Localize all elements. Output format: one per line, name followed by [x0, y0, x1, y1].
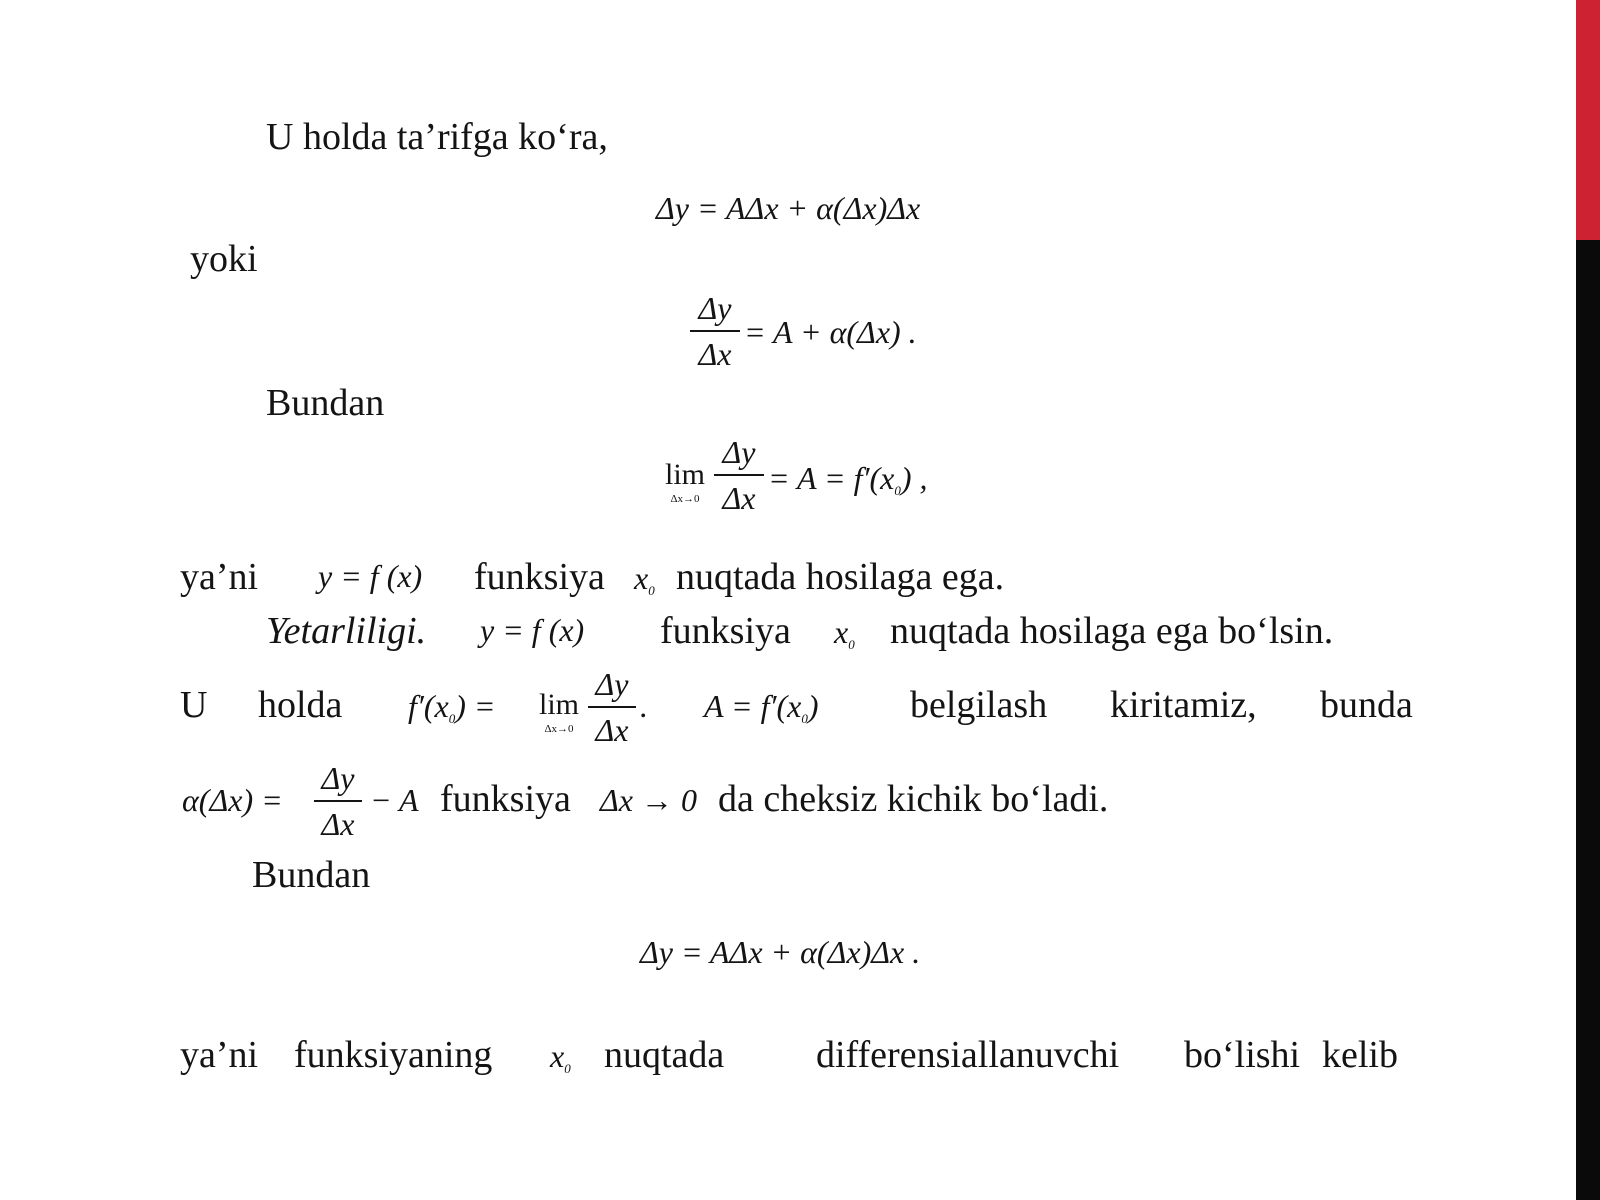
A-end: ) — [807, 688, 819, 724]
limit-operator-2 — [534, 690, 584, 735]
equation-1: Δy = AΔx + α(Δx)Δx — [656, 190, 921, 226]
fraction-numerator: Δy — [698, 290, 732, 326]
math-y-equals-fx: y = f (x) — [318, 558, 423, 594]
text-funksiya-1: funksiya — [474, 556, 605, 598]
math-y-equals-fx-2: y = f (x) — [480, 612, 585, 648]
fraction-denominator: Δx — [321, 806, 355, 842]
fprime-dot: . — [640, 688, 648, 724]
text-funksiya-3: funksiya — [440, 778, 571, 820]
x-sub: 0 — [648, 583, 655, 598]
math-x0-1 — [634, 562, 655, 597]
fraction-numerator: Δy — [595, 666, 629, 702]
alpha-fraction — [314, 762, 362, 840]
x-var: x — [834, 614, 849, 650]
fraction-denominator: Δx — [722, 480, 756, 516]
x-var: x — [634, 560, 649, 596]
math-x0-3 — [550, 1040, 571, 1075]
fraction-denominator: Δx — [595, 712, 629, 748]
fraction-bar — [690, 330, 740, 332]
eq3-subscript: 0 — [894, 483, 901, 498]
text-bolishi: bo‘lishi — [1184, 1034, 1301, 1076]
fraction-numerator: Δy — [722, 434, 756, 470]
text-yani-2: ya’ni — [180, 1034, 259, 1076]
text-nuqtada-2: nuqtada hosilaga ega bo‘lsin. — [890, 610, 1334, 652]
lim-word: lim — [664, 458, 705, 491]
text-kelib: kelib — [1322, 1034, 1398, 1076]
equation-3-fraction — [714, 436, 764, 514]
equation-2-fraction — [690, 292, 740, 370]
text-yoki: yoki — [190, 238, 258, 280]
text-yetarliligi: Yetarliligi. — [266, 610, 427, 652]
fraction-bar — [714, 474, 764, 476]
text-bundan-1: Bundan — [266, 382, 385, 424]
text-nuqtada-1: nuqtada hosilaga ega. — [676, 556, 1005, 598]
math-alpha-lhs: α(Δx) = — [182, 782, 283, 818]
math-A-equals — [704, 690, 818, 725]
text-belgilash: belgilash — [910, 684, 1048, 726]
math-fprime-lhs — [408, 690, 496, 725]
text-differensiallanuvchi: differensiallanuvchi — [816, 1034, 1120, 1076]
lim-subscript: Δx→0 — [670, 493, 700, 505]
text-u: U — [180, 684, 208, 726]
A-sub: 0 — [801, 711, 808, 726]
x-var: x — [550, 1038, 565, 1074]
text-line-1: U holda ta’rifga ko‘ra, — [266, 116, 608, 158]
fraction-bar — [588, 706, 636, 708]
equation-2-rhs: = A + α(Δx) . — [744, 314, 917, 350]
equation-final: Δy = AΔx + α(Δx)Δx . — [640, 934, 921, 970]
text-funksiya-2: funksiya — [660, 610, 791, 652]
text-nuqtada-3: nuqtada — [604, 1034, 725, 1076]
fprime-sub: 0 — [448, 711, 456, 726]
text-bundan-2: Bundan — [252, 854, 371, 896]
lim-subscript: Δx→0 — [544, 723, 574, 735]
eq3-rhs-text: = A = f′(x — [768, 460, 895, 496]
fprime-mid: ) = — [455, 688, 496, 724]
x-sub: 0 — [848, 637, 855, 652]
fraction-bar — [314, 800, 362, 802]
side-bar-red-accent — [1576, 0, 1600, 240]
equation-3-rhs — [768, 462, 927, 497]
math-minus-A: − A — [370, 782, 419, 818]
x-sub: 0 — [564, 1061, 571, 1076]
text-funksiyaning: funksiyaning — [294, 1034, 493, 1076]
eq3-end: ) , — [900, 460, 928, 496]
A-eq-text: A = f′(x — [704, 688, 802, 724]
text-yani-1: ya’ni — [180, 556, 259, 598]
text-cheksiz: da cheksiz kichik bo‘ladi. — [718, 778, 1109, 820]
fraction-denominator: Δx — [698, 336, 732, 372]
text-holda: holda — [258, 684, 343, 726]
math-x0-2 — [834, 616, 855, 651]
text-bunda: bunda — [1320, 684, 1413, 726]
math-dx-to-0: Δx → 0 — [600, 782, 697, 818]
limit-operator — [660, 460, 710, 505]
text-kiritamiz: kiritamiz, — [1110, 684, 1257, 726]
fraction-numerator: Δy — [321, 760, 355, 796]
fprime-fraction — [588, 668, 636, 746]
fprime-text: f′(x — [408, 688, 449, 724]
lim-word: lim — [538, 688, 579, 721]
